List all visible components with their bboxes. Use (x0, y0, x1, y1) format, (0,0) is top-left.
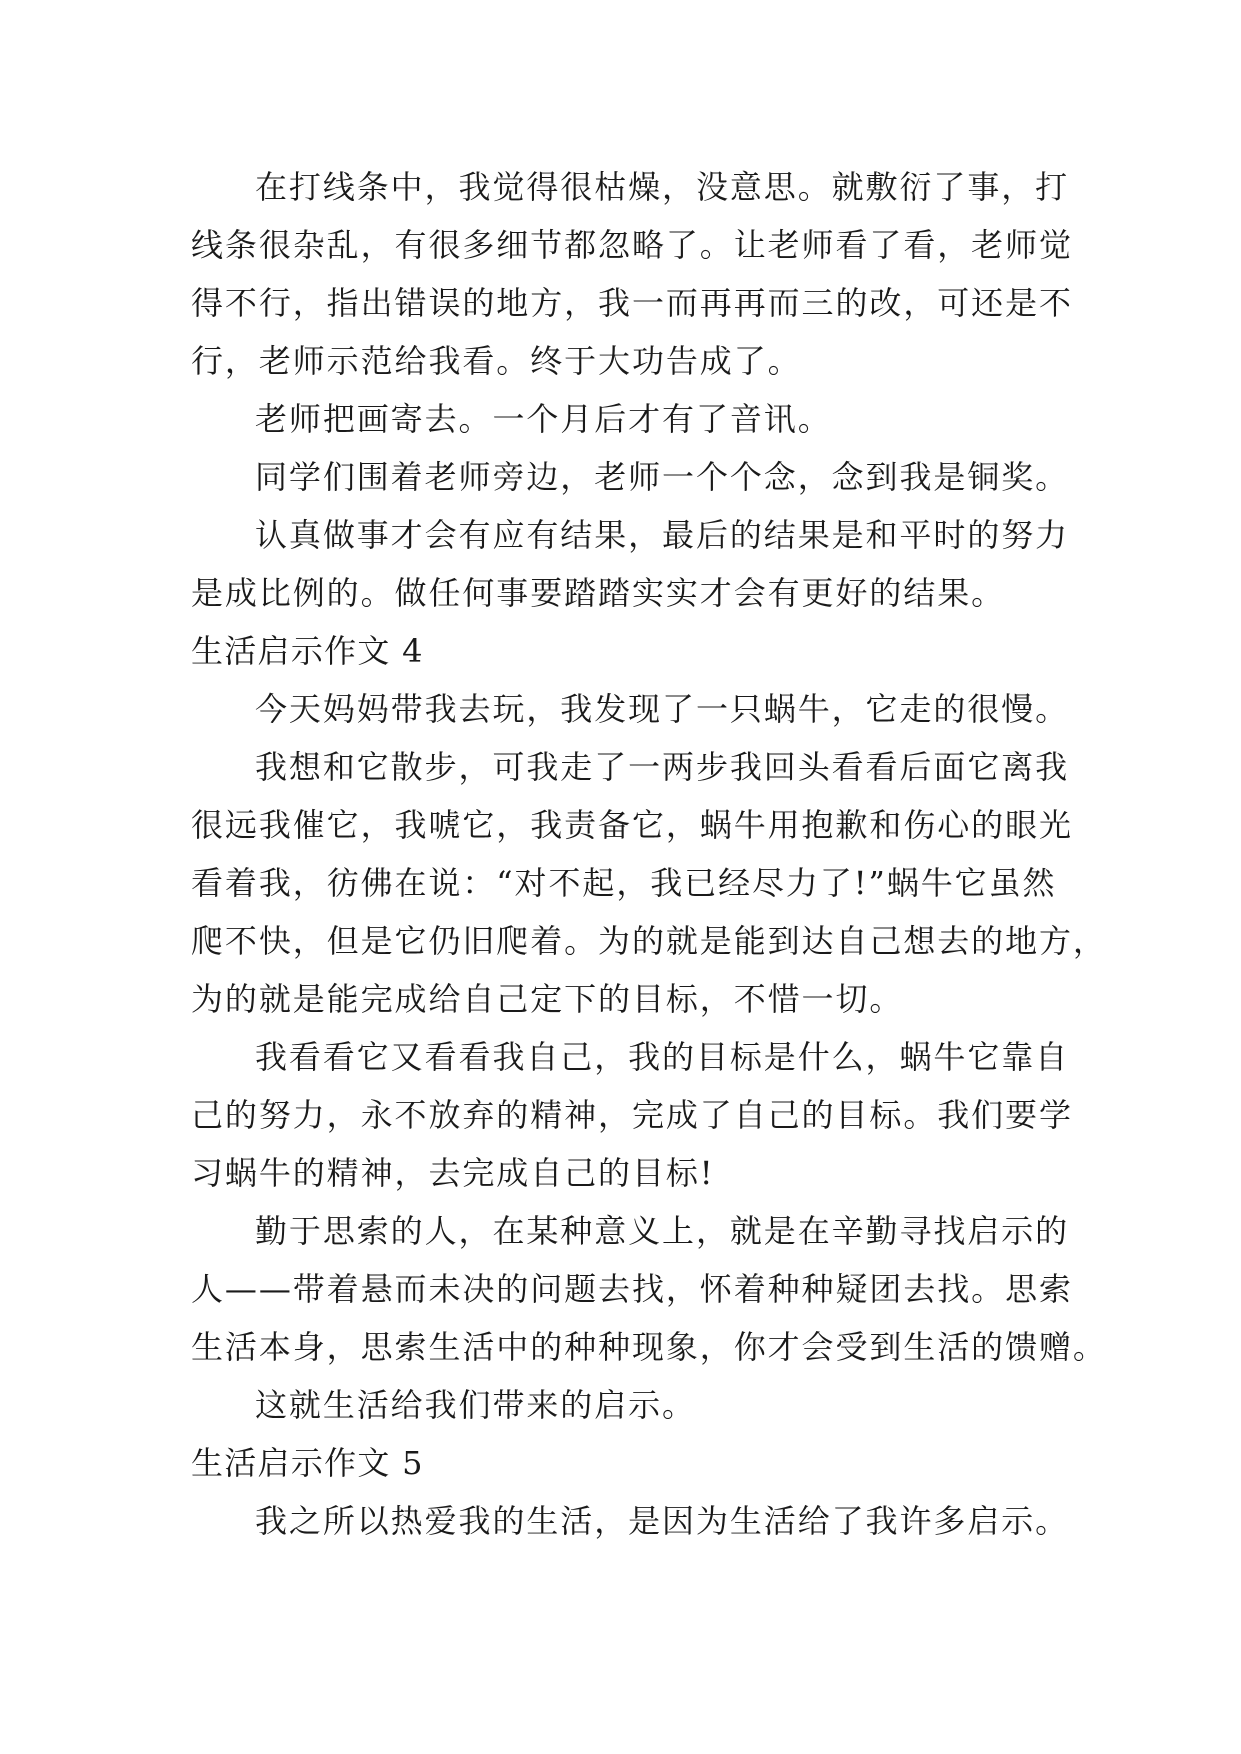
paragraph-line: 生活本身，思索生活中的种种现象，你才会受到生活的馈赠。 (191, 1328, 1107, 1366)
paragraph-line: 人——带着悬而未决的问题去找，怀着种种疑团去找。思索 (191, 1270, 1073, 1308)
paragraph-line: 我想和它散步，可我走了一两步我回头看看后面它离我 (255, 748, 1070, 786)
paragraph-line: 看着我，彷佛在说：“对不起，我已经尽力了!”蜗牛它虽然 (191, 864, 1057, 902)
paragraph-line: 习蜗牛的精神，去完成自己的目标! (191, 1154, 715, 1192)
paragraph-line: 老师把画寄去。一个月后才有了音讯。 (255, 400, 832, 438)
paragraph-line: 今天妈妈带我去玩，我发现了一只蜗牛，它走的很慢。 (255, 690, 1070, 728)
paragraph-line: 认真做事才会有应有结果，最后的结果是和平时的努力 (255, 516, 1070, 554)
paragraph-line: 我之所以热爱我的生活，是因为生活给了我许多启示。 (255, 1502, 1070, 1540)
paragraph-line: 为的就是能完成给自己定下的目标，不惜一切。 (191, 980, 904, 1018)
paragraph-line: 勤于思索的人，在某种意义上，就是在辛勤寻找启示的 (255, 1212, 1070, 1250)
document-page (191, 158, 1107, 1550)
section-heading: 生活启示作文 4 (191, 632, 424, 670)
section-heading: 生活启示作文 5 (191, 1444, 424, 1482)
paragraph-line: 我看看它又看看我自己，我的目标是什么，蜗牛它靠自 (255, 1038, 1070, 1076)
paragraph-line: 同学们围着老师旁边，老师一个个念，念到我是铜奖。 (255, 458, 1070, 496)
paragraph-line: 线条很杂乱，有很多细节都忽略了。让老师看了看，老师觉 (191, 226, 1073, 264)
paragraph-line: 得不行，指出错误的地方，我一而再再而三的改，可还是不 (191, 284, 1073, 322)
paragraph-line: 这就生活给我们带来的启示。 (255, 1386, 696, 1424)
paragraph-line: 爬不快，但是它仍旧爬着。为的就是能到达自己想去的地方， (191, 922, 1107, 960)
paragraph-line: 很远我催它，我唬它，我责备它，蜗牛用抱歉和伤心的眼光 (191, 806, 1073, 844)
paragraph-line: 在打线条中，我觉得很枯燥，没意思。就敷衍了事，打 (255, 168, 1070, 206)
paragraph-line: 行，老师示范给我看。终于大功告成了。 (191, 342, 802, 380)
paragraph-line: 是成比例的。做任何事要踏踏实实才会有更好的结果。 (191, 574, 1006, 612)
paragraph-line: 己的努力，永不放弃的精神，完成了自己的目标。我们要学 (191, 1096, 1073, 1134)
